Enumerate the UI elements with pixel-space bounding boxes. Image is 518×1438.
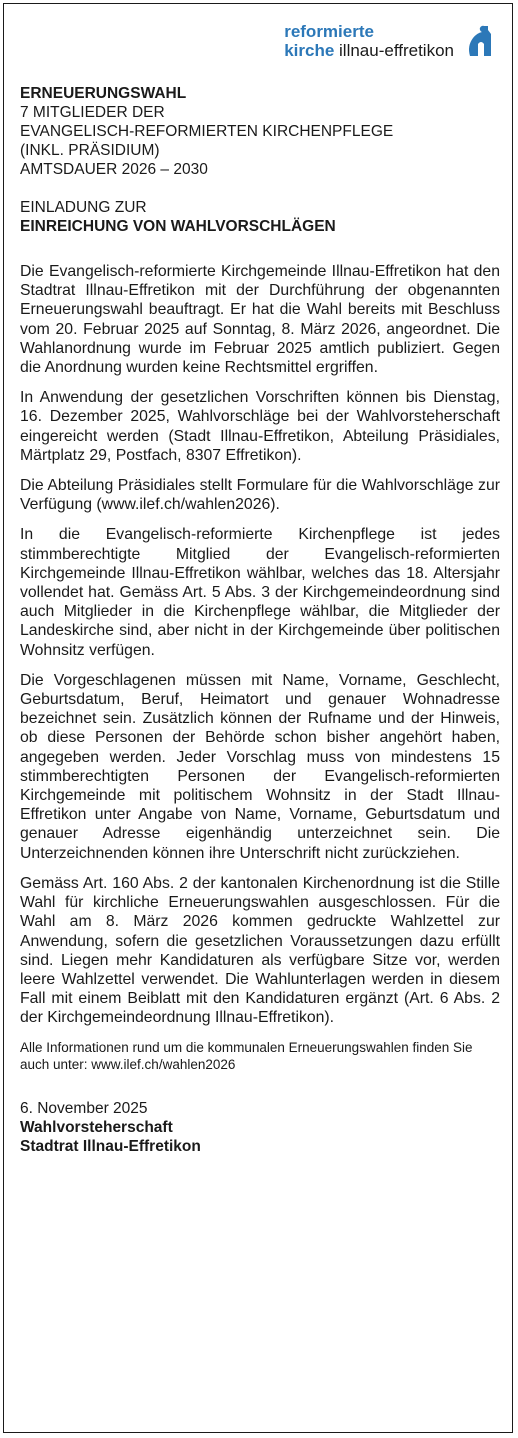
body-paragraph: Gemäss Art. 160 Abs. 2 der kantonalen Kirchenordnung ist die Stille Wahl für kirchliche Erneuerungswahlen ausgeschlossen. Für die Wahl am 8. März 2026 kommen gedruckte Wahlzettel zur Anwendung, sofern die gesetzlichen Voraussetzungen dazu erfüllt sind. Liegen mehr Kandidaturen als verfügbare Sitze vor, werden leere Wahlzettel verwendet. Die Wahlunterlagen werden in diesem Fall mit einem Beiblatt mit den Kandidaturen ergänzt (Art. 6 Abs. 2 der Kirchgemeindeordnung Illnau-Effretikon). xyxy=(20,874,500,1027)
info-note: Alle Informationen rund um die kommunalen Erneuerungswahlen finden Sie auch unter: www.ilef.ch/wahlen2026 xyxy=(20,1039,473,1072)
body-paragraph: Die Evangelisch-reformierte Kirchgemeinde Illnau-Effretikon hat den Stadtrat Illnau-Effretikon mit der Durchführung der obgenannten Erneuerungswahl beauftragt. Er hat die Wahl bereits mit Beschluss vom 20. Februar 2025 auf Sonntag, 8. März 2026, angeordnet. Die Wahlanordnung wurde im Februar 2025 amtlich publiziert. Gegen die Anordnung wurden keine Rechtsmittel ergriffen. xyxy=(20,263,500,377)
notice-content xyxy=(20,84,500,1156)
notice-header xyxy=(20,84,500,236)
header-line: (INKL. PRÄSIDIUM) xyxy=(20,142,160,159)
signature-block xyxy=(20,1099,500,1156)
logo-line-2-bold: kirche xyxy=(284,41,335,60)
logo-line-2 xyxy=(284,41,454,60)
notice-title: ERNEUERUNGSWAHL xyxy=(20,85,187,102)
header-line: EVANGELISCH-REFORMIERTEN KIRCHENPFLEGE xyxy=(20,123,394,140)
signature-line-1: Wahlvorsteherschaft xyxy=(20,1118,173,1136)
logo-line-1: reformierte xyxy=(284,22,374,41)
header-line: AMTSDAUER 2026 – 2030 xyxy=(20,161,208,178)
church-logo xyxy=(284,22,494,60)
logo-line-2-rest: illnau-effretikon xyxy=(334,41,454,60)
body-paragraph: Die Abteilung Präsidiales stellt Formulare für die Wahlvorschläge zur Verfügung (www.ilef.ch/wahlen2026). xyxy=(20,477,500,514)
body-paragraph: In Anwendung der gesetzlichen Vorschriften können bis Dienstag, 16. Dezember 2025, Wahlvorschläge bei der Wahlvorsteherschaft eingereicht werden (Stadt Illnau-Effretikon, Abteilung Präsidiales, Märtplatz 29, Postfach, 8307 Effretikon). xyxy=(20,389,500,464)
notice-frame xyxy=(3,3,513,1433)
signature-date: 6. November 2025 xyxy=(20,1099,148,1117)
church-figure-icon xyxy=(464,24,494,58)
invite-line: EINLADUNG ZUR xyxy=(20,199,147,216)
body-paragraph: Die Vorgeschlagenen müssen mit Name, Vorname, Geschlecht, Geburtsdatum, Beruf, Heimatort und genauer Wohnadresse bezeichnet sein. Zusätzlich können der Rufname und der Hinweis, ob diese Personen der Behörde schon bisher angehört haben, angegeben werden. Jeder Vorschlag muss von mindestens 15 stimmberechtigten Personen der Evangelisch-reformierten Kirchgemeinde mit politischem Wohnsitz in der Stadt Illnau-Effretikon unter Angabe von Name, Vorname, Geburtsdatum und genauer Adresse eigenhändig unterzeichnet sein. Die Unterzeichnenden können ihre Unterschrift nicht zurückziehen. xyxy=(20,671,500,862)
body-paragraph: In die Evangelisch-reformierte Kirchenpflege ist jedes stimmberechtigte Mitglied der Evangelisch-reformierten Kirchgemeinde Illnau-Effretikon wählbar, welches das 18. Altersjahr vollendet hat. Gemäss Art. 5 Abs. 3 der Kirchgemeindeordnung sind auch Mitglieder in die Kirchenpflege wählbar, die Mitglieder der Landeskirche sind, aber nicht in der Kirchgemeinde über politischen Wohnsitz verfügen. xyxy=(20,526,500,659)
logo-wordmark xyxy=(284,22,454,60)
signature-line-2: Stadtrat Illnau-Effretikon xyxy=(20,1137,201,1155)
invite-heading: EINREICHUNG VON WAHLVORSCHLÄGEN xyxy=(20,218,336,235)
header-line: 7 MITGLIEDER DER xyxy=(20,104,165,121)
